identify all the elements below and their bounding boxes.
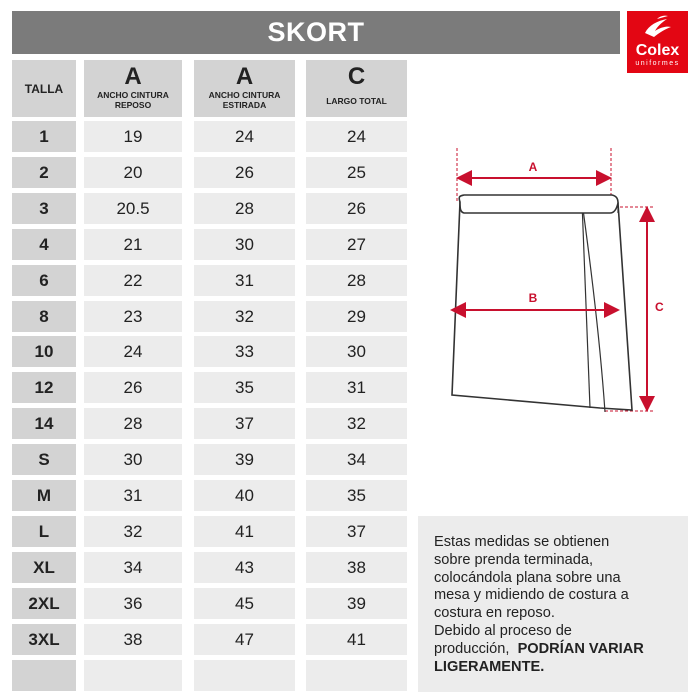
header-label: ANCHO CINTURA REPOSO <box>97 90 169 110</box>
table-cell-value: 19 <box>84 121 182 152</box>
logo-sub: uniformes <box>635 60 680 67</box>
note-text: producción, <box>434 640 510 657</box>
table-cell-value: 37 <box>306 516 407 547</box>
table-cell-talla: 3XL <box>12 624 76 655</box>
table-cell-talla: 14 <box>12 408 76 439</box>
note-line: colocándola plana sobre una <box>434 569 621 586</box>
table-cell-value: 31 <box>306 372 407 403</box>
table-cell-talla <box>12 660 76 691</box>
table-cell-value: 37 <box>194 408 295 439</box>
table-cell-value: 20.5 <box>84 193 182 224</box>
table-cell-value: 24 <box>194 121 295 152</box>
table-cell-value: 36 <box>84 588 182 619</box>
table-cell-value: 41 <box>306 624 407 655</box>
table-cell-value: 35 <box>194 372 295 403</box>
table-cell-value: 38 <box>306 552 407 583</box>
table-cell-value: 28 <box>194 193 295 224</box>
table-cell-talla: 6 <box>12 265 76 296</box>
table-cell-value: 25 <box>306 157 407 188</box>
table-cell-value: 29 <box>306 301 407 332</box>
table-cell-value: 47 <box>194 624 295 655</box>
table-cell-talla: 10 <box>12 336 76 367</box>
note-line: Estas medidas se obtienen <box>434 534 610 550</box>
header-letter: A <box>235 63 254 90</box>
header-label: ANCHO CINTURA ESTIRADA <box>208 90 281 110</box>
table-cell-talla: 4 <box>12 229 76 260</box>
table-cell-value: 28 <box>84 408 182 439</box>
header-col-a-reposo <box>84 60 182 117</box>
table-cell-value: 21 <box>84 229 182 260</box>
logo-brand: Colex <box>635 42 680 59</box>
header-letter: C <box>347 63 366 90</box>
table-cell-talla: S <box>12 444 76 475</box>
diagram-label-b: B <box>528 291 538 305</box>
note-line: mesa y midiendo de costura a <box>434 587 629 604</box>
table-cell-value: 22 <box>84 265 182 296</box>
table-cell-value: 43 <box>194 552 295 583</box>
header-col-a-estirada <box>194 60 295 117</box>
table-cell-talla: 2XL <box>12 588 76 619</box>
table-cell-value <box>194 660 295 691</box>
table-cell-talla: L <box>12 516 76 547</box>
table-cell-value: 30 <box>84 444 182 475</box>
note-line <box>434 659 674 677</box>
header-talla: TALLA <box>12 60 76 117</box>
table-cell-talla: 1 <box>12 121 76 152</box>
diagram-label-c: C <box>655 300 664 314</box>
table-cell-value: 33 <box>194 336 295 367</box>
table-cell-talla: 2 <box>12 157 76 188</box>
table-cell-value: 24 <box>306 121 407 152</box>
table-cell-value: 34 <box>306 444 407 475</box>
table-cell-value: 20 <box>84 157 182 188</box>
table-cell-talla: XL <box>12 552 76 583</box>
table-cell-talla: 3 <box>12 193 76 224</box>
table-cell-value: 34 <box>84 552 182 583</box>
table-cell-value: 39 <box>306 588 407 619</box>
table-cell-value: 26 <box>84 372 182 403</box>
page-title: SKORT <box>12 11 620 54</box>
table-cell-value: 40 <box>194 480 295 511</box>
table-cell-value: 26 <box>194 157 295 188</box>
header-letter: A <box>124 63 142 90</box>
measurement-note <box>418 516 688 692</box>
note-line: Debido al proceso de <box>434 622 572 639</box>
table-cell-value: 39 <box>194 444 295 475</box>
table-cell-talla: 8 <box>12 301 76 332</box>
table-cell-value: 38 <box>84 624 182 655</box>
header-col-c-largo <box>306 60 407 117</box>
table-cell-value: 28 <box>306 265 407 296</box>
table-cell-value: 45 <box>194 588 295 619</box>
diagram-label-a: A <box>528 160 538 174</box>
table-cell-value: 32 <box>84 516 182 547</box>
table-cell-talla: M <box>12 480 76 511</box>
note-emphasis: PODRÍAN VARIAR <box>517 640 644 657</box>
note-line: sobre prenda terminada, <box>434 551 594 568</box>
table-cell-value <box>84 660 182 691</box>
table-cell-value: 27 <box>306 229 407 260</box>
table-cell-value: 26 <box>306 193 407 224</box>
table-cell-value: 35 <box>306 480 407 511</box>
skort-diagram <box>440 140 670 420</box>
table-cell-value: 24 <box>84 336 182 367</box>
table-cell-value: 30 <box>194 229 295 260</box>
table-cell-value: 23 <box>84 301 182 332</box>
note-emphasis: LIGERAMENTE. <box>434 658 545 675</box>
note-line <box>434 641 674 659</box>
table-cell-value: 32 <box>194 301 295 332</box>
table-cell-value: 31 <box>84 480 182 511</box>
table-cell-value <box>306 660 407 691</box>
bird-logo-icon <box>627 13 688 41</box>
brand-logo <box>627 11 688 73</box>
table-cell-value: 30 <box>306 336 407 367</box>
table-cell-value: 41 <box>194 516 295 547</box>
table-cell-talla: 12 <box>12 372 76 403</box>
table-cell-value: 31 <box>194 265 295 296</box>
note-line: costura en reposo. <box>434 605 555 622</box>
table-cell-value: 32 <box>306 408 407 439</box>
header-label: LARGO TOTAL <box>326 96 387 106</box>
